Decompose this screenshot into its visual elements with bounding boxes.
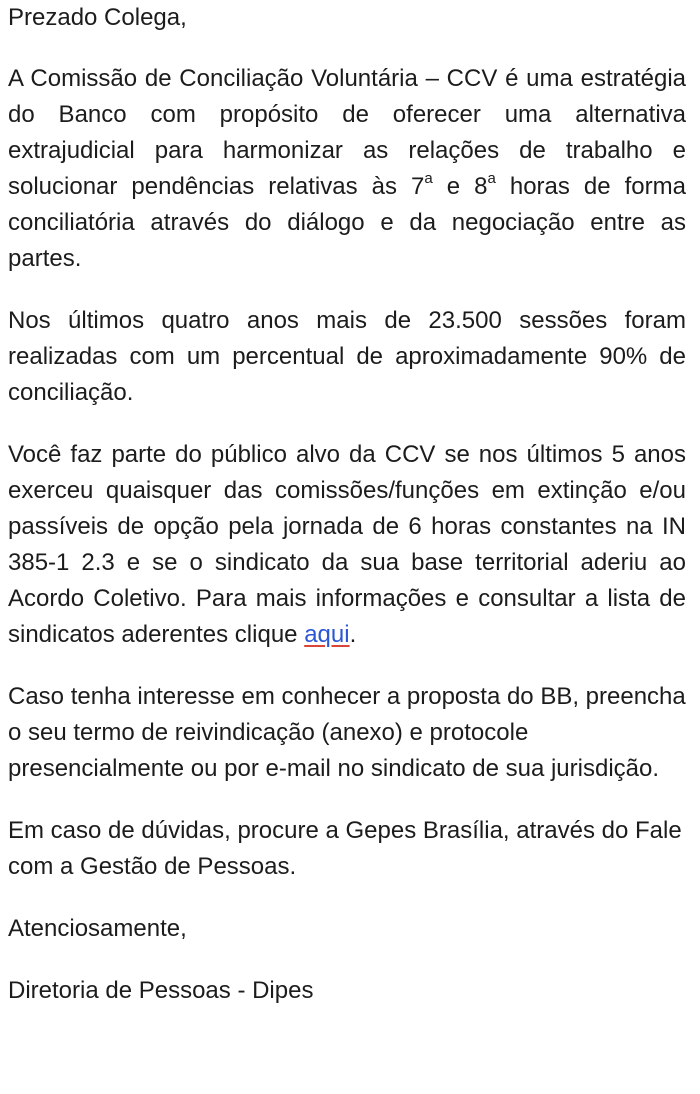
syndicate-list-link[interactable]: aqui [304,621,350,648]
paragraph-statistics: Nos últimos quatro anos mais de 23.500 sessões foram realizadas com um percentual de aproximadamente 90% de conciliação. [8,307,686,406]
closing: Atenciosamente, [8,915,187,942]
paragraph-eligibility-text: Você faz parte do público alvo da CCV se nos últimos 5 anos exerceu quaisquer das comissões/funções em extinção e/ou passíveis de opção pela jornada de 6 horas constantes na IN 385-1 2.3 e se o sindicato da sua base territorial aderiu ao Acordo Coletivo. Para mais informações e consultar a lista de sindicatos aderentes clique [8,441,686,648]
signature: Diretoria de Pessoas - Dipes [8,977,314,1004]
paragraph-ccv-intro-part1: A Comissão de Conciliação Voluntária – CCV é uma estratégia do Banco com propósito de oferecer uma alternativa extrajudicial para harmonizar as relações de trabalho e solucionar pendências relativas às 7 [8,65,686,200]
ordinal-suffix-8: a [487,170,496,187]
paragraph-eligibility-end: . [349,621,357,648]
paragraph-contact: Em caso de dúvidas, procure a Gepes Brasília, através do Fale com a Gestão de Pessoas. [8,817,682,880]
ordinal-suffix-7: a [424,170,433,187]
paragraph-ccv-intro [8,61,686,277]
paragraph-ccv-intro-part2: e 8 [432,173,488,200]
paragraph-ccv-intro-part3: horas de forma conciliatória através do diálogo e da negociação entre as partes. [8,173,686,272]
paragraph-eligibility [8,437,686,653]
email-body [8,0,686,1009]
greeting: Prezado Colega, [8,4,187,31]
paragraph-instructions: Caso tenha interesse em conhecer a proposta do BB, preencha o seu termo de reivindicação (anexo) e protocole presencialmente ou por e-mail no sindicato de sua jurisdição. [8,683,686,782]
